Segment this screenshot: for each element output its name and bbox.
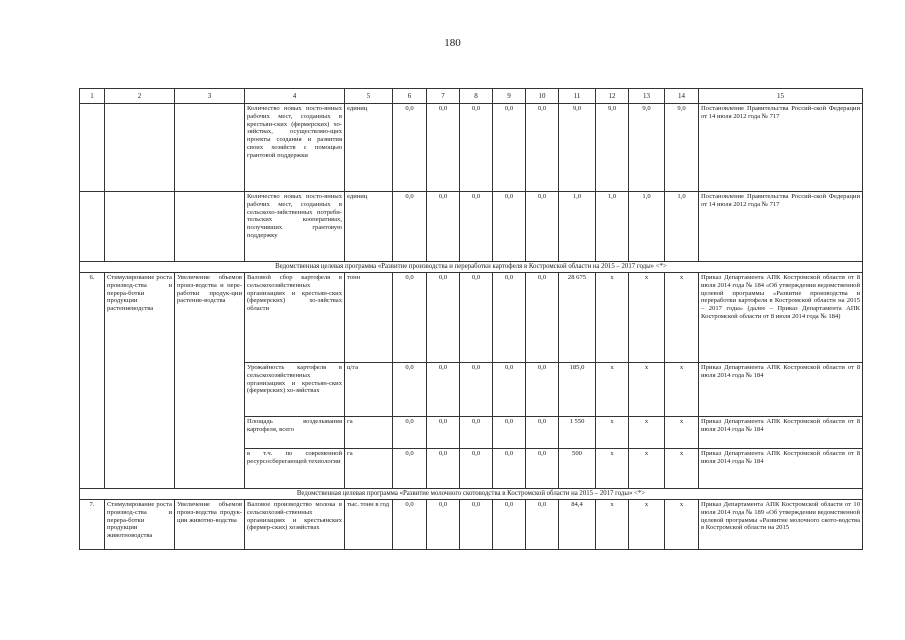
value-cell: 1,0 — [629, 192, 665, 262]
value-cell: 0,0 — [460, 273, 493, 363]
col-header: 15 — [699, 89, 863, 104]
indicator-cell: в т.ч. по современной ресурсосберегающей технологии — [245, 449, 345, 489]
source-cell: Постановление Правительства Россий-ской Федерации от 14 июля 2012 года № 717 — [699, 192, 863, 262]
indicator-cell: Количество новых посто-янных рабочих мест, созданных в сельскохо-зяйственных потреби-тельских кооперативах, получивших грантовую поддержку — [245, 192, 345, 262]
value-cell: 0,0 — [427, 417, 460, 449]
value-cell: 500 — [559, 449, 596, 489]
value-cell: 185,0 — [559, 363, 596, 417]
unit-cell: единиц — [345, 104, 393, 192]
value-cell: х — [665, 500, 699, 550]
value-cell: 9,0 — [559, 104, 596, 192]
col-header: 9 — [493, 89, 526, 104]
value-cell: 0,0 — [427, 192, 460, 262]
value-cell: х — [596, 500, 629, 550]
value-cell: 0,0 — [526, 500, 559, 550]
value-cell: 0,0 — [493, 273, 526, 363]
value-cell: х — [629, 449, 665, 489]
col-header: 2 — [105, 89, 175, 104]
value-cell: 0,0 — [460, 192, 493, 262]
source-cell: Приказ Департамента АПК Костромской области от 10 июля 2014 года № 189 «Об утверждении ведомственной целевой программы «Развитие молочного ското-водства в Костромской области на 2015 — [699, 500, 863, 550]
value-cell: 0,0 — [460, 449, 493, 489]
indicator-cell: Валовое производство молока в сельскохозяй-ственных организациях и крестьянских (фермер-ских) хозяйствах — [245, 500, 345, 550]
value-cell: 9,0 — [629, 104, 665, 192]
col-header: 11 — [559, 89, 596, 104]
goal-cell — [105, 192, 175, 262]
col-header: 5 — [345, 89, 393, 104]
source-cell: Приказ Департамента АПК Костромской области от 8 июля 2014 года № 184 — [699, 363, 863, 417]
value-cell: 9,0 — [596, 104, 629, 192]
value-cell: 0,0 — [526, 273, 559, 363]
goal-cell: Стимулирование роста производ-ства и перера-ботки продукции растениеводства — [105, 273, 175, 489]
source-cell: Приказ Департамента АПК Костромской области от 8 июля 2014 года № 184 — [699, 417, 863, 449]
unit-cell: тонн — [345, 273, 393, 363]
row-number-cell — [80, 104, 105, 192]
table-row — [80, 192, 863, 262]
task-cell: Увеличение объемов произ-водства и пере-работки продук-ции растение-водства — [175, 273, 245, 489]
task-cell: Увеличение объемов произ-водства продук-ции животно-водства — [175, 500, 245, 550]
value-cell: 1,0 — [665, 192, 699, 262]
value-cell: 0,0 — [460, 417, 493, 449]
value-cell: 0,0 — [393, 363, 427, 417]
value-cell: х — [665, 449, 699, 489]
col-header: 8 — [460, 89, 493, 104]
value-cell: 0,0 — [493, 449, 526, 489]
value-cell: 1 550 — [559, 417, 596, 449]
table-row — [80, 500, 863, 550]
col-header: 7 — [427, 89, 460, 104]
section-header-row — [80, 489, 863, 500]
value-cell: 0,0 — [393, 273, 427, 363]
row-number-cell: 7. — [80, 500, 105, 550]
value-cell: 0,0 — [393, 104, 427, 192]
col-header: 12 — [596, 89, 629, 104]
value-cell: 0,0 — [526, 104, 559, 192]
indicator-cell: Урожайность картофеля в сельскохозяйственных организациях и крестьян-ских (фермерских) хо-зяйствах — [245, 363, 345, 417]
value-cell: 0,0 — [526, 417, 559, 449]
col-header: 14 — [665, 89, 699, 104]
col-header: 4 — [245, 89, 345, 104]
value-cell: 0,0 — [493, 500, 526, 550]
col-header: 10 — [526, 89, 559, 104]
value-cell: 0,0 — [526, 449, 559, 489]
col-header: 6 — [393, 89, 427, 104]
task-cell — [175, 192, 245, 262]
goal-cell: Стимулирование роста производ-ства и перера-ботки продукции животноводства — [105, 500, 175, 550]
value-cell: х — [665, 363, 699, 417]
value-cell: х — [596, 449, 629, 489]
value-cell: 0,0 — [427, 273, 460, 363]
value-cell: х — [665, 417, 699, 449]
value-cell: 1,0 — [596, 192, 629, 262]
value-cell: 0,0 — [427, 104, 460, 192]
indicators-table — [79, 88, 863, 550]
col-header: 13 — [629, 89, 665, 104]
section-title-dairy: Ведомственная целевая программа «Развитие молочного скотоводства в Костромской области на 2015 – 2017 годы» <*> — [80, 489, 863, 500]
row-number-cell — [80, 192, 105, 262]
value-cell: 28 675 — [559, 273, 596, 363]
value-cell: 0,0 — [393, 192, 427, 262]
value-cell: х — [665, 273, 699, 363]
value-cell: х — [596, 273, 629, 363]
source-cell: Постановление Правительства Россий-ской Федерации от 14 июля 2012 года № 717 — [699, 104, 863, 192]
value-cell: 0,0 — [493, 417, 526, 449]
value-cell: 0,0 — [493, 192, 526, 262]
value-cell: 0,0 — [427, 449, 460, 489]
table-header-row — [80, 89, 863, 104]
unit-cell: га — [345, 417, 393, 449]
col-header: 1 — [80, 89, 105, 104]
row-number-cell: 6. — [80, 273, 105, 489]
value-cell: 0,0 — [393, 500, 427, 550]
indicator-cell: Площадь возделывания картофеля, всего — [245, 417, 345, 449]
value-cell: 84,4 — [559, 500, 596, 550]
value-cell: 0,0 — [393, 417, 427, 449]
value-cell: 0,0 — [460, 363, 493, 417]
value-cell: х — [596, 417, 629, 449]
table-row — [80, 273, 863, 363]
value-cell: х — [629, 500, 665, 550]
value-cell: х — [629, 417, 665, 449]
task-cell — [175, 104, 245, 192]
value-cell: х — [629, 363, 665, 417]
value-cell: 0,0 — [427, 500, 460, 550]
indicator-cell: Количество новых посто-янных рабочих мест, созданных в крестьян-ских (фермерских) хо-зяйствах, осуществляю-щих проекты создания и развития своих хозяйств с помощью грантовой поддержки — [245, 104, 345, 192]
table-row — [80, 104, 863, 192]
unit-cell: ц/га — [345, 363, 393, 417]
unit-cell: единиц — [345, 192, 393, 262]
source-cell: Приказ Департамента АПК Костромской области от 8 июля 2014 года № 184 — [699, 449, 863, 489]
value-cell: 0,0 — [526, 363, 559, 417]
source-cell: Приказ Департамента АПК Костромской области от 8 июля 2014 года № 184 «Об утверждении ведомственной целевой программы «Развитие производства и переработки картофеля в Костромской области на 2015 – 2017 годы» (далее – Приказ Департамента АПК Костромской области от 8 июля 2014 года № 184) — [699, 273, 863, 363]
value-cell: 1,0 — [559, 192, 596, 262]
value-cell: 9,0 — [665, 104, 699, 192]
value-cell: 0,0 — [493, 104, 526, 192]
value-cell: 0,0 — [427, 363, 460, 417]
unit-cell: тыс. тонн в год — [345, 500, 393, 550]
value-cell: х — [596, 363, 629, 417]
unit-cell: га — [345, 449, 393, 489]
value-cell: х — [629, 273, 665, 363]
value-cell: 0,0 — [493, 363, 526, 417]
value-cell: 0,0 — [460, 104, 493, 192]
section-title-potato: Ведомственная целевая программа «Развитие производства и переработки картофеля в Костромской области на 2015 – 2017 годы» <*> — [80, 262, 863, 273]
value-cell: 0,0 — [393, 449, 427, 489]
value-cell: 0,0 — [526, 192, 559, 262]
page-number: 180 — [444, 37, 461, 49]
goal-cell — [105, 104, 175, 192]
value-cell: 0,0 — [460, 500, 493, 550]
indicator-cell: Валовой сбор картофеля в сельскохозяйственных организациях и крестьян-ских (фермерских) хо-зяйствах области — [245, 273, 345, 363]
section-header-row — [80, 262, 863, 273]
col-header: 3 — [175, 89, 245, 104]
